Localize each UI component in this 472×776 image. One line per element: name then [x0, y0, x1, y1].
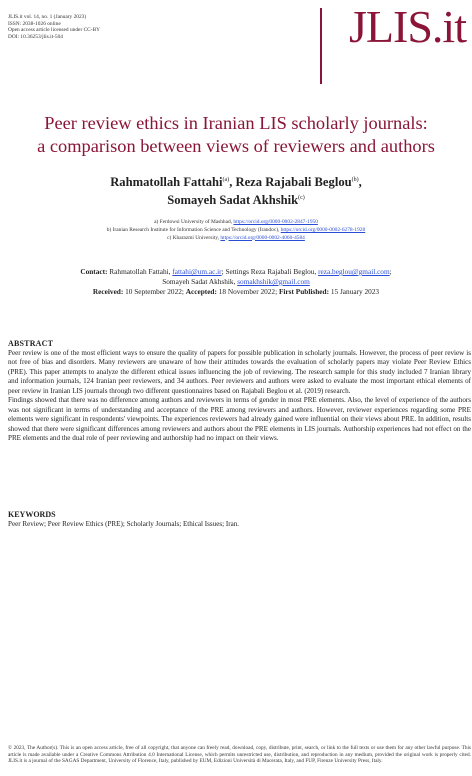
- abstract-paragraph-2: Findings showed that there was no difference among authors and reviewers in terms of gender in most PRE elements. Also, the level of experience of the authors was not significant in terms of understanding and acceptance of the PRE among reviewers and authors. However, reviewer experiences regarding some PRE elements were significant in respondents' viewpoints. The experiences reviewers had already gained were influential on their views about PRE. In addition, results showed that there were significant differences among reviewers and authors about the PRE elements in LIS journals. Authorship experiences had not effect on the PRE elements and the dual role of peer reviewing and authorship had no impact on their views.: [8, 396, 471, 443]
- title-line-1: Peer review ethics in Iranian LIS scholarly journals:: [44, 113, 428, 133]
- keywords-text: Peer Review; Peer Review Ethics (PRE); Scholarly Journals; Ethical Issues; Iran.: [8, 520, 240, 528]
- title-line-2: a comparison between views of reviewers and authors: [37, 136, 435, 156]
- author-2: Reza Rajabali Beglou: [235, 175, 352, 190]
- author-2-affil: (b): [351, 177, 359, 183]
- meta-issn: ISSN: 2038-1026 online: [8, 20, 61, 27]
- affiliation-b: b) Iranian Research Institute for Information Science and Technology (Irandoc), https://orcid.org/0000-0002-6278-1928: [106, 226, 366, 233]
- journal-meta: [8, 14, 100, 40]
- publication-dates: Received: 10 September 2022; Accepted: 18 November 2022; First Published: 15 January 2023: [92, 286, 380, 296]
- contact-block: Contact: Rahmatollah Fattahi, fattahi@um.ac.ir; Settings Reza Rajabali Beglou, reza.beglou@gmail.com; Somayeh Sadat Akhshik, somakhshik@gmail.com Received: 10 September 2022; Accepted: 18 November 2022; First Published: 15 January 2023: [0, 267, 472, 297]
- abstract-section: [8, 339, 471, 444]
- author-list: Rahmatollah Fattahi$^{(a)}$, Reza Rajabali Beglou$^{(b)}$, Somayeh Sadat Akhshik$^{(c)}$: [110, 175, 362, 208]
- meta-doi: DOI: 10.36253/jlis.it-504: [8, 33, 63, 40]
- journal-logo: JLIS.it: [349, 1, 466, 52]
- author-1-affil: (a): [222, 177, 230, 183]
- article-title: [0, 112, 472, 158]
- meta-license: Open access article licensed under CC-BY: [8, 27, 101, 34]
- author-3: Somayeh Sadat Akhshik: [167, 193, 299, 208]
- orcid-link-a[interactable]: https://orcid.org/0000-0002-2847-1950: [233, 219, 318, 225]
- logo-divider: [320, 8, 322, 84]
- affiliation-c: c) Kharazmi University, https://orcid.org/0000-0002-4060-4584: [167, 234, 305, 241]
- keywords-heading: KEYWORDS: [8, 510, 56, 519]
- email-link-2[interactable]: reza.beglou@gmail.com: [318, 267, 390, 276]
- affiliations: [0, 219, 472, 242]
- author-3-affil: (c): [298, 195, 305, 202]
- orcid-link-b[interactable]: https://orcid.org/0000-0002-6278-1928: [280, 226, 366, 233]
- email-link-3[interactable]: somakhshik@gmail.com: [237, 276, 310, 286]
- meta-volume: JLIS.it vol. 14, no. 1 (January 2023): [8, 14, 87, 20]
- abstract-heading: ABSTRACT: [8, 339, 54, 348]
- copyright-footer: © 2023, The Author(s). This is an open access article, free of all copyright, that anyone can freely read, download, copy, distribute, print, search, or link to the full texts or use them for any other lawful purpose. This article is made available under a Creative Commons Attribution 4.0 International License, which permits unrestricted use, distribution, and reproduction in any medium, provided the original work is properly cited. JLIS.it is a journal of the SAGAS Department, University of Florence, Italy, published by EUM, Edizioni Università di Macerata, Italy, and FUP, Firenze University Press, Italy.: [8, 745, 471, 765]
- affiliation-a: a) Ferdowsi University of Mashhad, https://orcid.org/0000-0002-2847-1950: [154, 219, 318, 225]
- abstract-paragraph-1: Peer review is one of the most efficient ways to ensure the quality of papers for possible publication in scholarly journals. However, the process of peer review is not free of bias and disorders. Many reviewers are unaware of how their attitudes towards the evaluation of scholarly papers may violate Peer Review Ethics (PRE). This paper attempts to analyze the different ethical issues influencing the job of reviewing. The research sample for this study included 7 Iranian library and information journals, 124 Iranian peer reviewers, and 34 authors. Peer reviewers and authors were asked to evaluate the most important ethical elements of peer review in Iranian LIS journals through two different questionnaires based on Rajabali Beglou et al. (2019) research.: [8, 348, 471, 395]
- author-1: Rahmatollah Fattahi: [110, 175, 223, 190]
- contact-label: Contact:: [80, 267, 108, 276]
- email-link-1[interactable]: fattahi@um.ac.ir: [172, 267, 222, 276]
- orcid-link-c[interactable]: https://orcid.org/0000-0002-4060-4584: [220, 234, 305, 241]
